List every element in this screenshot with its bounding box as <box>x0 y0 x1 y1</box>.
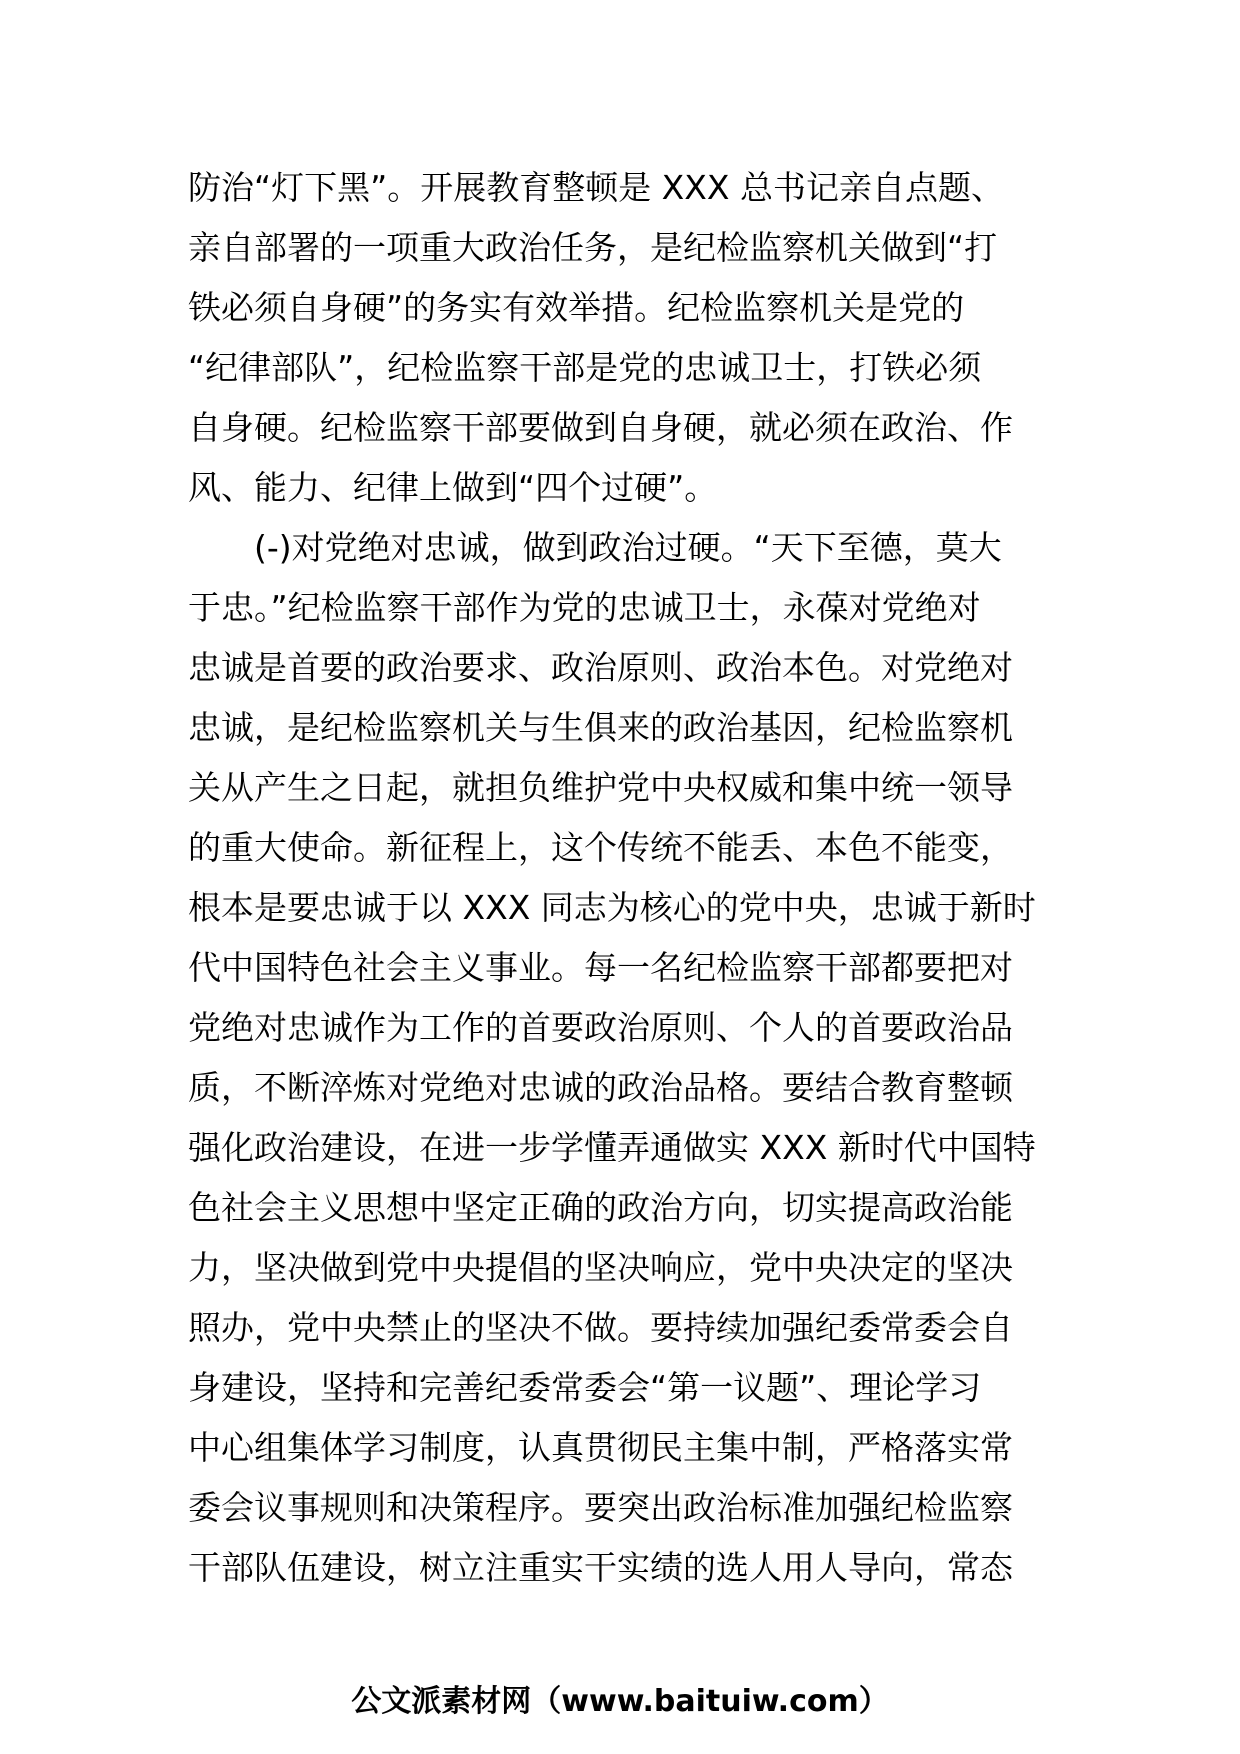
text-line: 忠诚是首要的政治要求、政治原则、政治本色。对党绝对 <box>188 648 1013 687</box>
text-line: 防治“灯下黑”。开展教育整顿是 XXX 总书记亲自点题、 <box>188 168 1004 207</box>
text-line: 关从产生之日起，就担负维护党中央权威和集中统一领导 <box>188 768 1013 807</box>
text-line: 强化政治建设，在进一步学懂弄通做实 XXX 新时代中国特 <box>188 1128 1036 1167</box>
text-line: 质，不断淬炼对党绝对忠诚的政治品格。要结合教育整顿 <box>188 1068 1013 1107</box>
paragraph <box>188 518 1054 1598</box>
text-line: 身建设，坚持和完善纪委常委会“第一议题”、理论学习 <box>188 1368 982 1407</box>
text-line: (-)对党绝对忠诚，做到政治过硬。“天下至德，莫大 <box>254 528 1002 567</box>
text-line: 根本是要忠诚于以 XXX 同志为核心的党中央，忠诚于新时 <box>188 888 1036 927</box>
text-line: 色社会主义思想中坚定正确的政治方向，切实提高政治能 <box>188 1188 1013 1227</box>
text-line: 自身硬。纪检监察干部要做到自身硬，就必须在政治、作 <box>188 408 1013 447</box>
text-line: 照办，党中央禁止的坚决不做。要持续加强纪委常委会自 <box>188 1308 1013 1347</box>
text-line: 代中国特色社会主义事业。每一名纪检监察干部都要把对 <box>188 948 1013 987</box>
paragraph <box>188 158 1054 518</box>
text-line: 风、能力、纪律上做到“四个过硬”。 <box>188 468 718 507</box>
text-line: 中心组集体学习制度，认真贯彻民主集中制，严格落实常 <box>188 1428 1013 1467</box>
footer-watermark: 公文派素材网（www.baituiw.com） <box>351 1684 889 1719</box>
text-line: 于忠。”纪检监察干部作为党的忠诚卫士，永葆对党绝对 <box>188 588 981 627</box>
text-line: 忠诚，是纪检监察机关与生俱来的政治基因，纪检监察机 <box>188 708 1013 747</box>
text-line: 干部队伍建设，树立注重实干实绩的选人用人导向，常态 <box>188 1548 1013 1587</box>
document-body <box>188 158 1054 1598</box>
text-line: 委会议事规则和决策程序。要突出政治标准加强纪检监察 <box>188 1488 1013 1527</box>
text-line: 力，坚决做到党中央提倡的坚决响应，党中央决定的坚决 <box>188 1248 1013 1287</box>
text-line: 的重大使命。新征程上，这个传统不能丢、本色不能变， <box>188 828 1013 867</box>
text-line: 亲自部署的一项重大政治任务，是纪检监察机关做到“打 <box>188 228 998 267</box>
text-line: 铁必须自身硬”的务实有效举措。纪检监察机关是党的 <box>188 288 965 327</box>
text-line: “纪律部队”，纪检监察干部是党的忠诚卫士，打铁必须 <box>188 348 982 387</box>
text-line: 党绝对忠诚作为工作的首要政治原则、个人的首要政治品 <box>188 1008 1013 1047</box>
